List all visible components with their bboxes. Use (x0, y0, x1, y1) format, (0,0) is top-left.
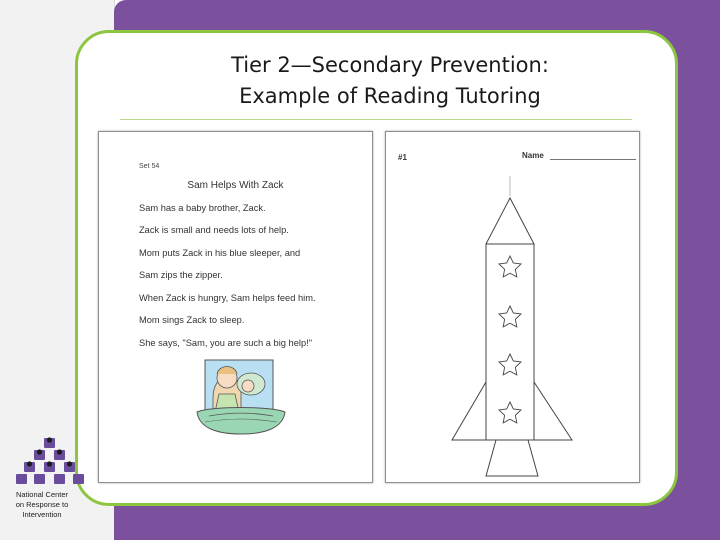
story-line-4: Sam zips the zipper. (139, 270, 223, 280)
title-line-1: Tier 2—Secondary Prevention: (231, 53, 549, 77)
worksheet-number: #1 (398, 153, 407, 162)
rocket-worksheet (385, 131, 640, 483)
title-divider (120, 119, 632, 120)
name-label: Name (522, 151, 544, 160)
logo-line-1: National Center (15, 490, 69, 499)
set-label: Set 54 (139, 163, 160, 170)
story-title: Sam Helps With Zack (187, 180, 284, 191)
reading-passage-worksheet (98, 131, 373, 483)
logo-line-3: Intervention (22, 510, 62, 519)
name-line (550, 159, 636, 160)
story-line-3: Mom puts Zack in his blue sleeper, and (139, 248, 301, 258)
logo-line-2: on Response to (15, 500, 69, 509)
story-line-2: Zack is small and needs lots of help. (139, 225, 289, 235)
boy-and-baby-illustration (191, 354, 291, 440)
star-icon (499, 354, 521, 375)
nccrti-logo-icon (16, 436, 86, 488)
story-line-5: When Zack is hungry, Sam helps feed him. (139, 293, 316, 303)
star-icon (499, 402, 521, 423)
slide-title (140, 50, 640, 112)
logo-text (4, 490, 80, 520)
story-line-6: Mom sings Zack to sleep. (139, 315, 245, 325)
story-line-1: Sam has a baby brother, Zack. (139, 203, 266, 213)
rocket-drawing (444, 176, 584, 478)
star-icon (499, 306, 521, 327)
star-icon (499, 256, 521, 277)
story-line-7: She says, "Sam, you are such a big help!" (139, 338, 313, 348)
title-line-2: Example of Reading Tutoring (239, 84, 541, 108)
